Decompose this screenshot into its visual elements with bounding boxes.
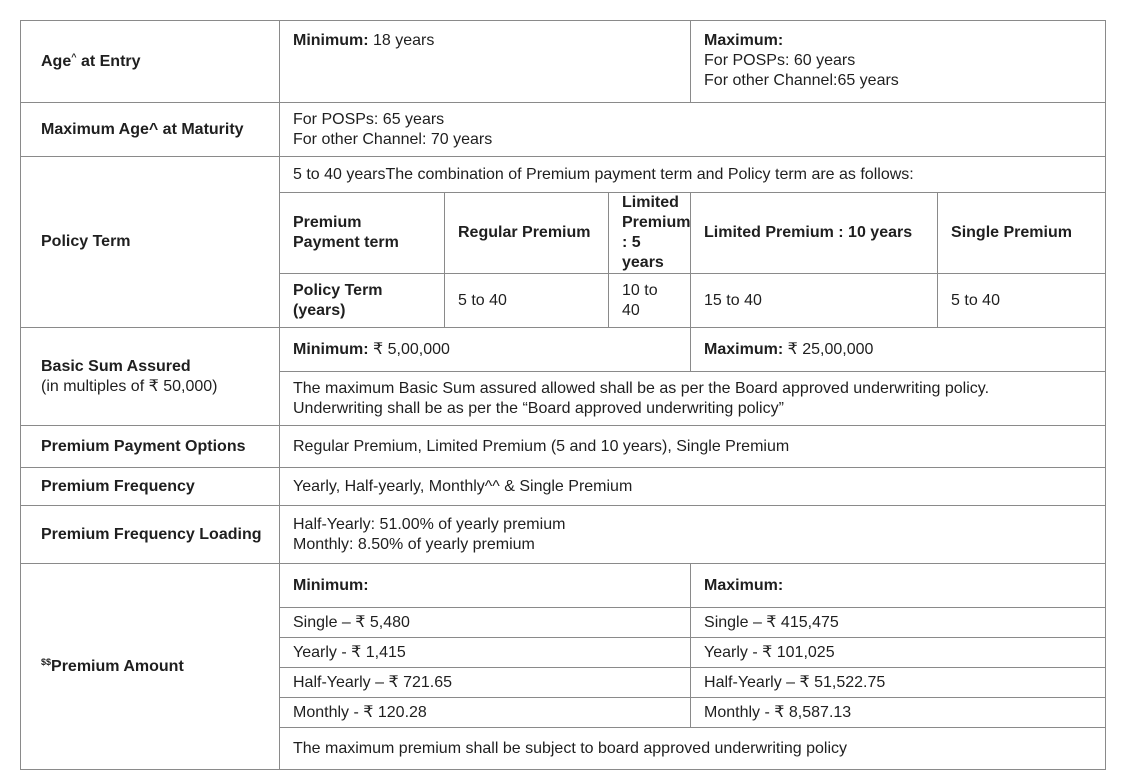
premium-max-value: Yearly - ₹ 101,025 — [691, 638, 1106, 668]
max-age-maturity-value: For POSPs: 65 years For other Channel: 70 years — [280, 103, 1106, 157]
frequency-loading-value: Half-Yearly: 51.00% of yearly premium Monthly: 8.50% of yearly premium — [280, 506, 1106, 564]
basic-sum-label: Basic Sum Assured (in multiples of ₹ 50,000) — [21, 328, 280, 426]
frequency-value: Yearly, Half-yearly, Monthly^^ & Single Premium — [280, 468, 1106, 506]
policy-term-header-cell: Premium Payment term — [280, 193, 445, 274]
product-spec-table — [20, 20, 1106, 770]
row-frequency-loading — [21, 506, 1106, 564]
premium-min-value: Half-Yearly – ₹ 721.65 — [280, 668, 691, 698]
premium-min-value: Monthly - ₹ 120.28 — [280, 698, 691, 728]
frequency-loading-label: Premium Frequency Loading — [21, 506, 280, 564]
premium-max-value: Single – ₹ 415,475 — [691, 608, 1106, 638]
row-basic-sum — [21, 328, 1106, 372]
premium-amount-note: The maximum premium shall be subject to board approved underwriting policy — [280, 728, 1106, 770]
policy-term-label: Policy Term — [21, 157, 280, 328]
payment-options-value: Regular Premium, Limited Premium (5 and 10 years), Single Premium — [280, 426, 1106, 468]
policy-term-value: 5 to 40 — [445, 274, 609, 328]
policy-term-header-cell: Limited Premium : 10 years — [691, 193, 938, 274]
policy-term-header-cell: Regular Premium — [445, 193, 609, 274]
policy-term-value: 15 to 40 — [691, 274, 938, 328]
premium-min-label: Minimum: — [280, 564, 691, 608]
age-entry-max: Maximum: For POSPs: 60 years For other Channel:65 years — [691, 21, 1106, 103]
premium-max-value: Half-Yearly – ₹ 51,522.75 — [691, 668, 1106, 698]
policy-term-value: 5 to 40 — [938, 274, 1106, 328]
row-max-age-maturity — [21, 103, 1106, 157]
policy-term-row-label: Policy Term (years) — [280, 274, 445, 328]
payment-options-label: Premium Payment Options — [21, 426, 280, 468]
premium-max-value: Monthly - ₹ 8,587.13 — [691, 698, 1106, 728]
row-policy-term-intro — [21, 157, 1106, 193]
premium-amount-label: $$Premium Amount — [21, 564, 280, 770]
policy-term-header-cell: Limited Premium : 5 years — [609, 193, 691, 274]
premium-min-value: Yearly - ₹ 1,415 — [280, 638, 691, 668]
row-payment-options — [21, 426, 1106, 468]
age-entry-label: Age^ at Entry — [21, 21, 280, 103]
max-age-maturity-label: Maximum Age^ at Maturity — [21, 103, 280, 157]
premium-max-label: Maximum: — [691, 564, 1106, 608]
row-frequency — [21, 468, 1106, 506]
policy-term-value: 10 to 40 — [609, 274, 691, 328]
basic-sum-note: The maximum Basic Sum assured allowed shall be as per the Board approved underwriting policy. Underwriting shall be as per the “Board approved underwriting policy” — [280, 372, 1106, 426]
premium-min-value: Single – ₹ 5,480 — [280, 608, 691, 638]
policy-term-header-cell: Single Premium — [938, 193, 1106, 274]
basic-sum-max: Maximum: ₹ 25,00,000 — [691, 328, 1106, 372]
row-premium-amount-head — [21, 564, 1106, 608]
frequency-label: Premium Frequency — [21, 468, 280, 506]
age-entry-min: Minimum: 18 years — [280, 21, 691, 103]
basic-sum-min: Minimum: ₹ 5,00,000 — [280, 328, 691, 372]
policy-term-intro: 5 to 40 yearsThe combination of Premium payment term and Policy term are as follows: — [280, 157, 1106, 193]
row-age-entry — [21, 21, 1106, 103]
